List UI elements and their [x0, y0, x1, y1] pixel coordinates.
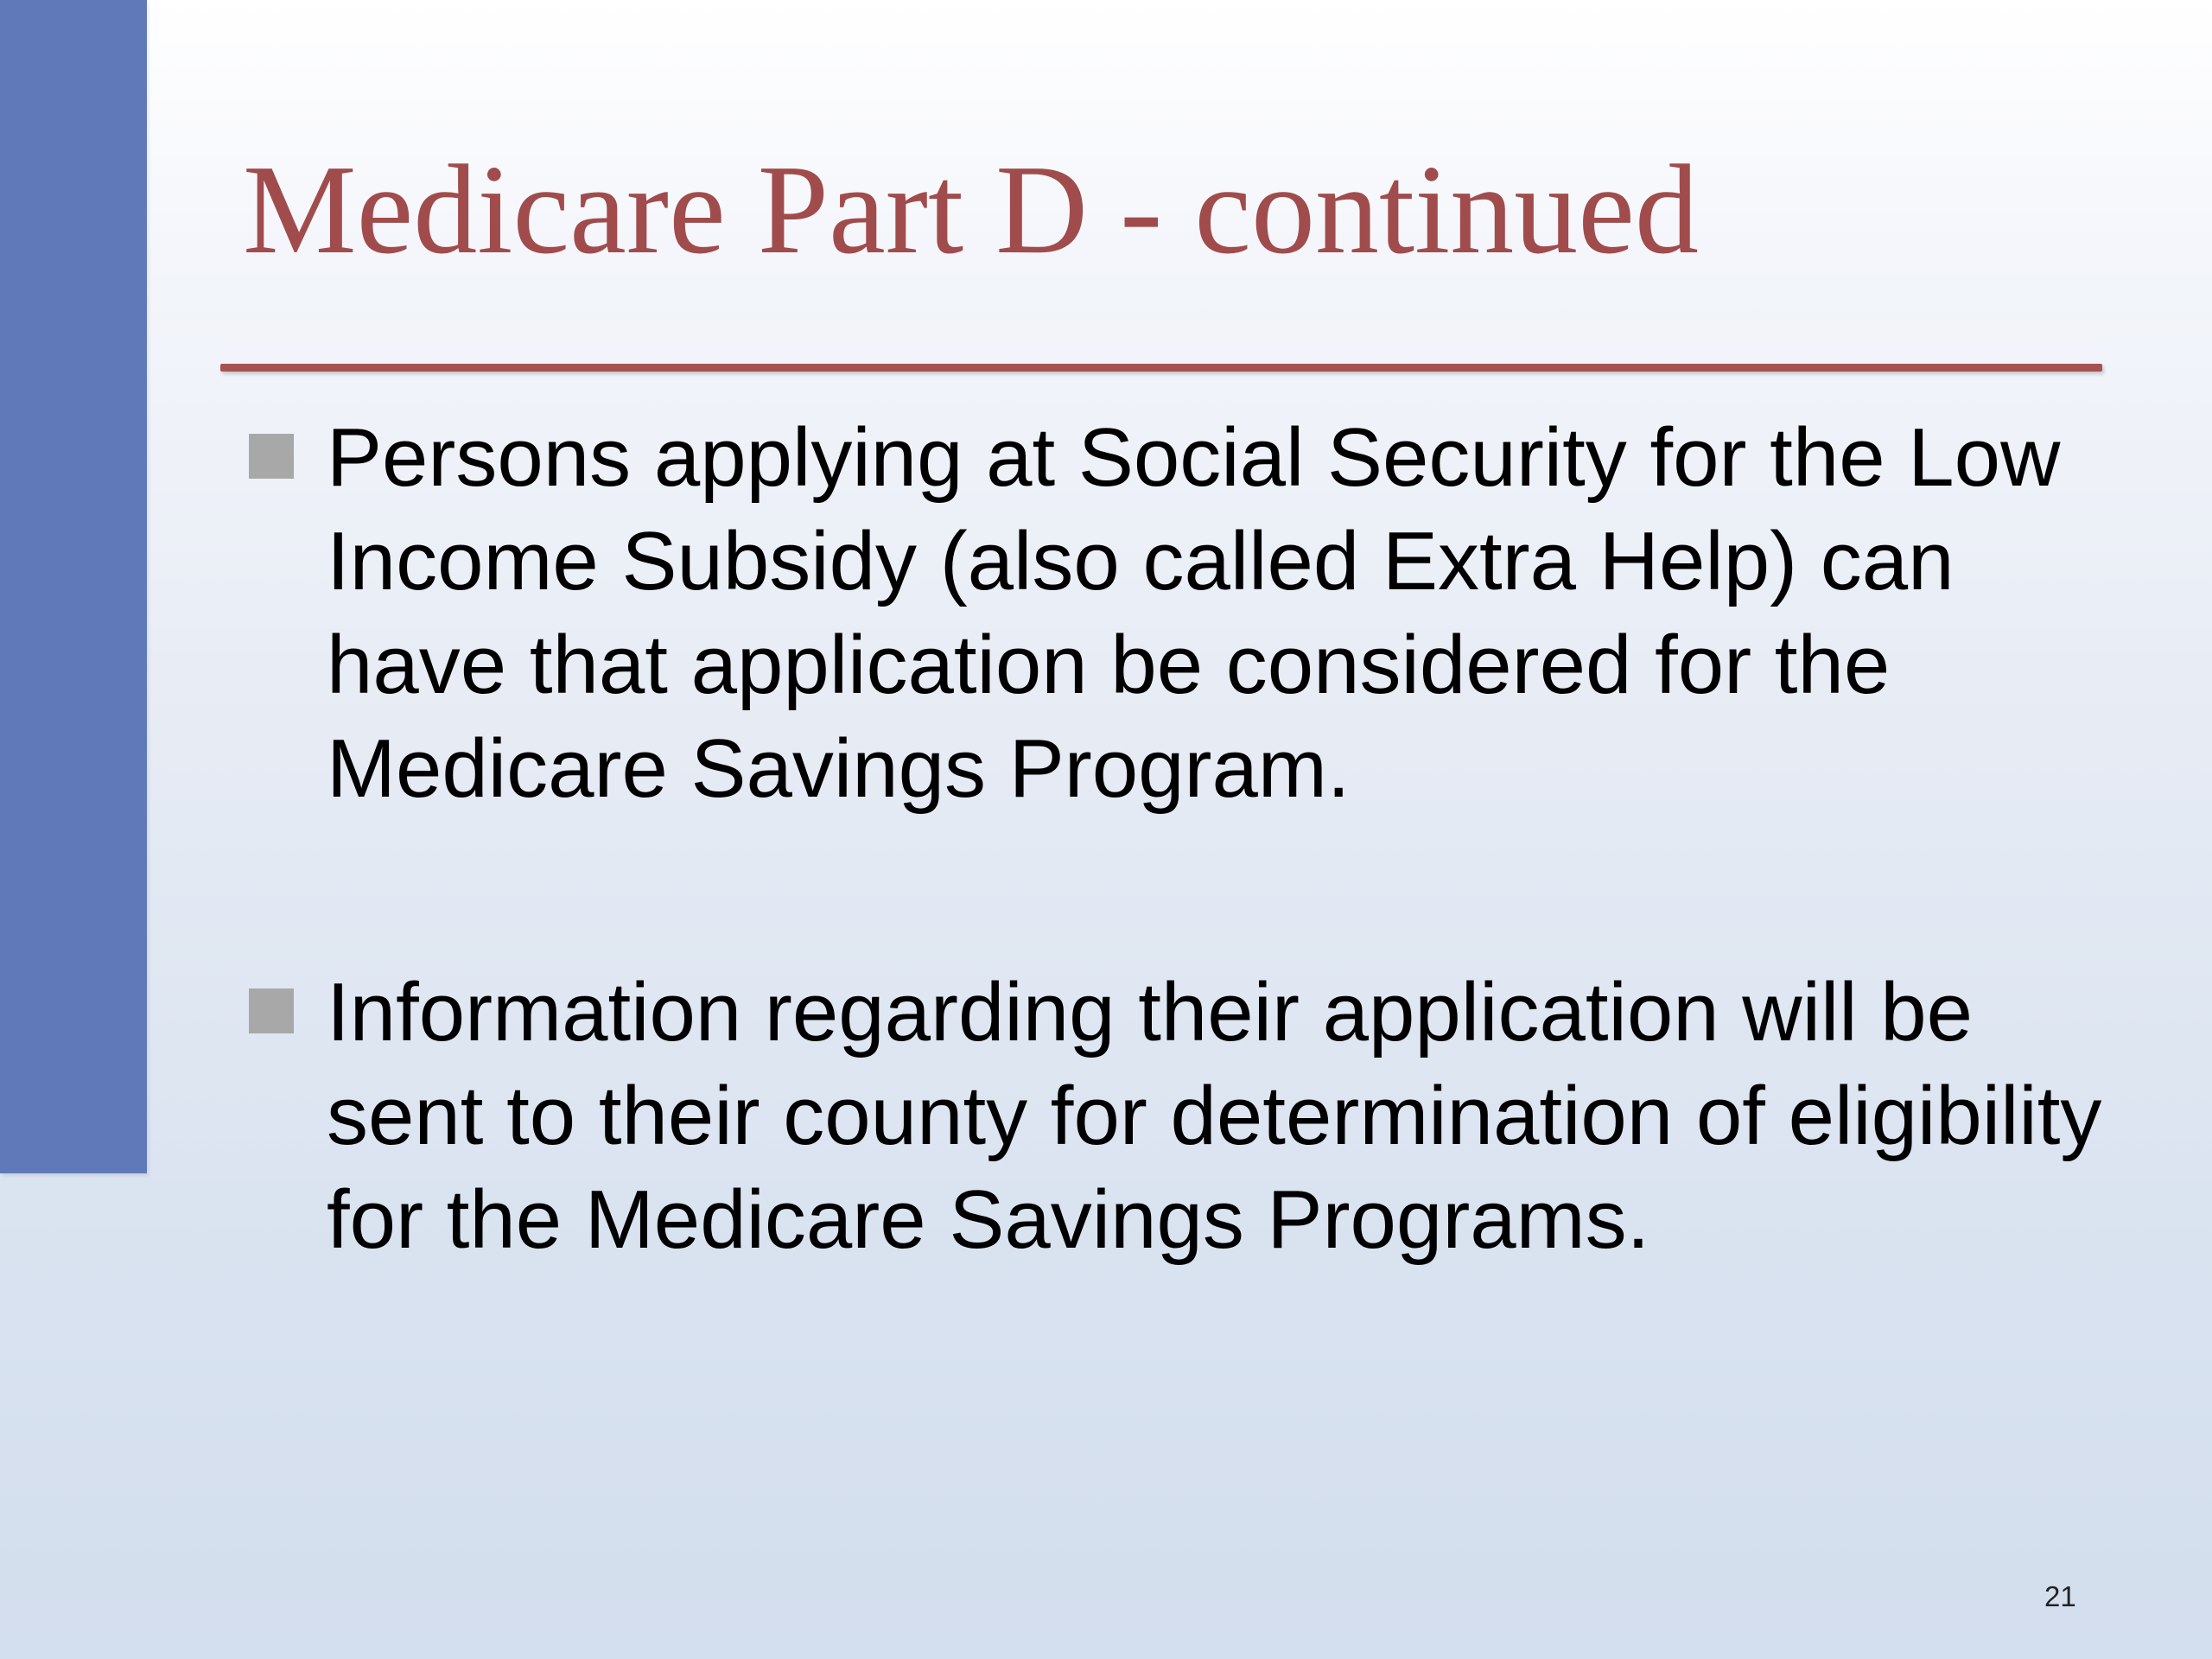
bullet-text: Information regarding their application will be sent to their county for determination of eligibility for the Medicare Savings Programs.: [327, 966, 2102, 1266]
bullet-item: [249, 961, 2150, 1272]
page-number: 21: [2044, 1580, 2076, 1612]
bullet-text: Persons applying at Social Security for the Low Income Subsidy (also called Extra Help) can have that application be considered for the Medicare Savings Program.: [327, 411, 2061, 815]
bullet-list: [249, 406, 2150, 1272]
slide-title: Medicare Part D - continued: [243, 139, 1699, 281]
accent-side-bar: [0, 0, 147, 1173]
square-bullet-icon: [249, 434, 294, 479]
title-divider: [220, 364, 2102, 372]
square-bullet-icon: [249, 988, 294, 1033]
bullet-item: [249, 406, 2150, 821]
